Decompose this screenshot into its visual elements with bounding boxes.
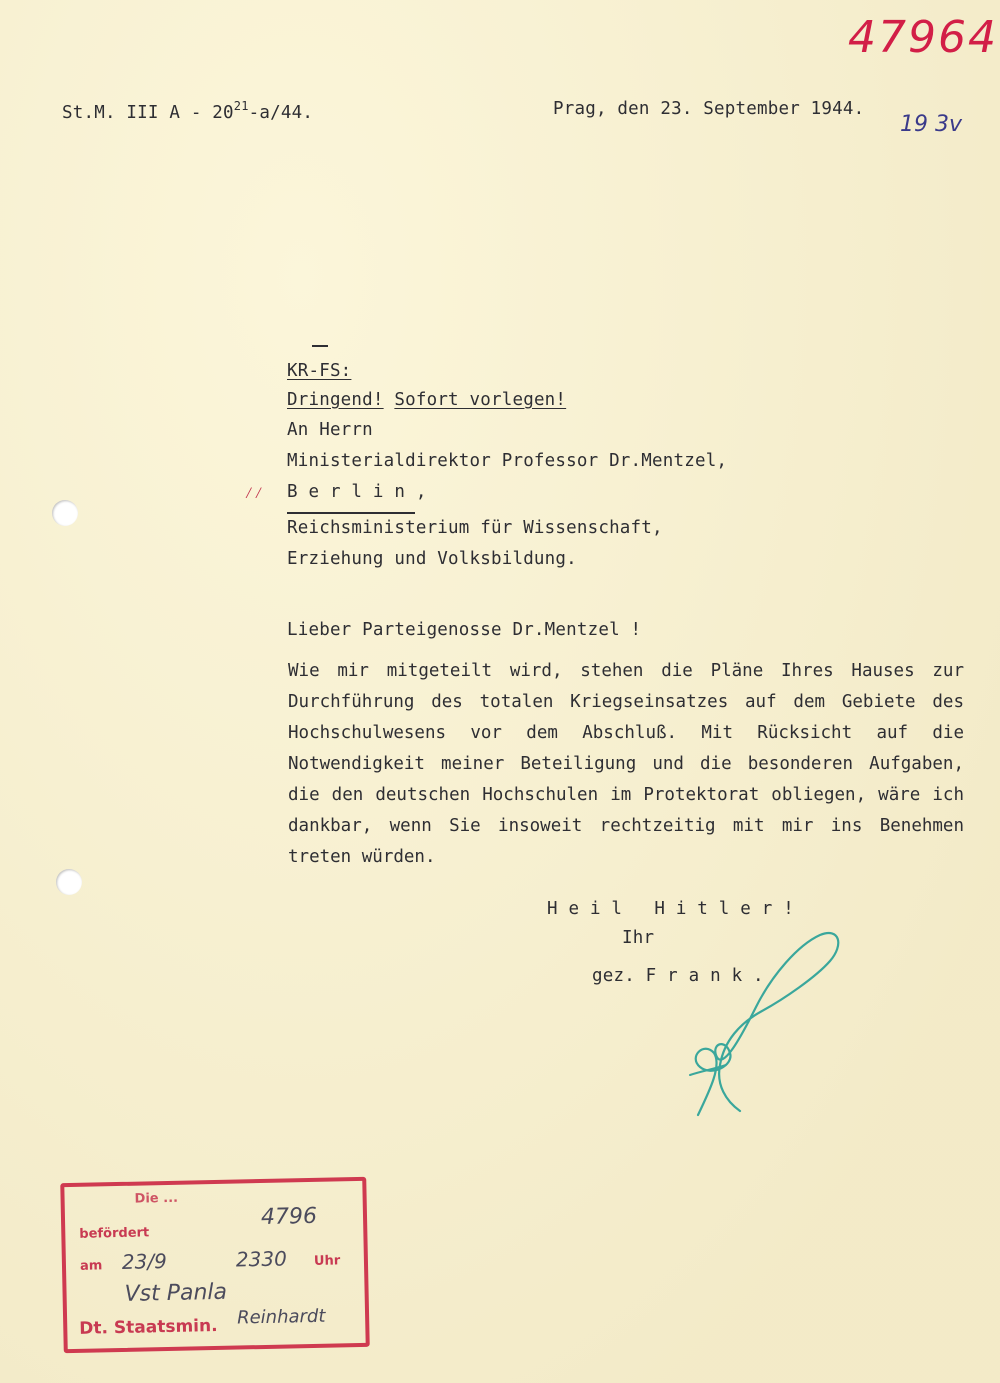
- punch-hole-upper: [52, 500, 78, 526]
- immediate-label: Sofort vorlegen!: [394, 390, 567, 410]
- red-check-mark: ⁄⁄: [244, 483, 264, 502]
- archive-number: 47964: [848, 12, 998, 63]
- ministry-line-2: Erziehung und Volksbildung.: [287, 549, 577, 569]
- stamp-title: Die ...: [134, 1190, 179, 1207]
- handwritten-signature: [630, 915, 860, 1135]
- reference-prefix: St.M. III A - 20: [62, 103, 234, 123]
- ministry-line-1: Reichsministerium für Wissenschaft,: [287, 518, 663, 538]
- recipient-city: B e r l i n ,: [287, 482, 427, 502]
- closing-salute: H e i l H i t l e r !: [547, 899, 794, 919]
- letter-body: Wie mir mitgeteilt wird, stehen die Pläne Ihres Hauses zur Durchführung des totalen Kriegseinsatzes auf dem Gebiete des Hochschulwesens vor dem Abschluß. Mit Rücksicht auf die Notwendigkeit meiner Beteiligung und die besonderen Aufgaben, die den deutschen Hochschulen im Protektorat obliegen, wäre ich dankbar, wenn Sie insoweit rechtzeitig mit mir ins Benehmen treten würden.: [288, 661, 964, 867]
- to-line: An Herrn: [287, 420, 373, 440]
- stamp-office: Dt. Staatsmin.: [79, 1315, 218, 1339]
- dash-mark: [312, 345, 328, 347]
- transmission-code: KR-FS:: [287, 361, 352, 381]
- page-number: 19 3v: [900, 112, 963, 137]
- stamp-handwriting: Vst Panla: [124, 1279, 228, 1307]
- urgent-label: Dringend!: [287, 390, 384, 410]
- stamp-signature: Reinhardt: [236, 1305, 326, 1329]
- reference-suffix: -a/44.: [248, 103, 314, 123]
- place-date: Prag, den 23. September 1944.: [553, 99, 865, 119]
- recipient-name: Ministerialdirektor Professor Dr.Mentzel,: [287, 451, 728, 471]
- greeting: Lieber Parteigenosse Dr.Mentzel !: [287, 620, 642, 640]
- typed-signature: gez. F r a n k .: [592, 966, 764, 986]
- stamp-date: 23/9: [121, 1249, 168, 1274]
- urgency-line: [287, 390, 566, 410]
- stamp-date-label: am: [79, 1258, 103, 1274]
- closing-ihr: Ihr: [622, 928, 655, 948]
- city-underline: [287, 512, 415, 514]
- stamp-received-label: befördert: [79, 1225, 150, 1242]
- stamp-number: 4796: [260, 1203, 318, 1231]
- stamp-time: 2330: [235, 1246, 288, 1272]
- reference-number: [62, 99, 314, 123]
- reference-superscript: 21: [233, 99, 249, 113]
- stamp-time-label: Uhr: [313, 1253, 341, 1269]
- punch-hole-lower: [56, 869, 82, 895]
- receipt-stamp: [60, 1177, 369, 1353]
